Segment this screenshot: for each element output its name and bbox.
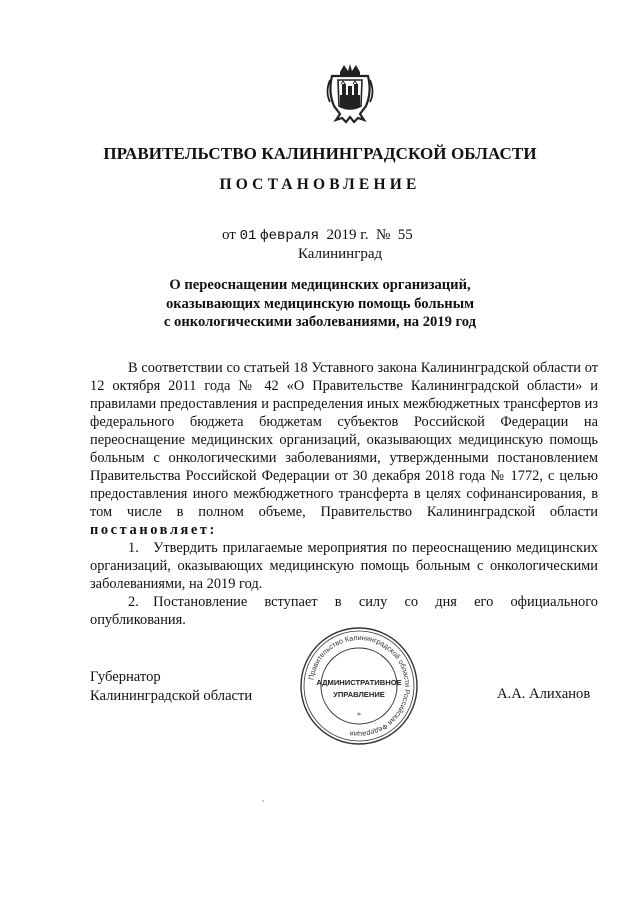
item-1: 1. Утвердить прилагаемые мероприятия по переоснащению медицинских организаций, оказывающих медицинскую помощь больным с онкологическими заболеваниями, на 2019 год. <box>90 540 598 592</box>
subject-line: с онкологическими заболеваниями, на 2019 год <box>163 314 477 330</box>
document-number: 55 <box>397 227 413 243</box>
date-month: февраля <box>260 228 319 244</box>
coat-of-arms-emblem <box>326 62 374 126</box>
date-year: 2019 <box>326 227 357 243</box>
date-year-suffix: г. <box>360 227 369 243</box>
item-2: 2. Постановление вступает в силу со дня его официального опубликования. <box>90 594 598 628</box>
official-seal <box>298 625 420 747</box>
seal-star-icon: * <box>357 711 361 720</box>
position-line-1: Губернатор <box>90 669 161 685</box>
issue-city: Калининград <box>298 246 383 262</box>
signatory-position <box>90 668 252 706</box>
position-line-2: Калининградской области <box>90 688 253 704</box>
subject-line: О переоснащении медицинских организаций, <box>169 277 471 293</box>
seal-center-line-2: УПРАВЛЕНИЕ <box>333 690 385 699</box>
scan-speck <box>262 800 264 802</box>
document-date-line <box>222 227 413 244</box>
document-subject <box>0 276 640 332</box>
preamble-paragraph <box>90 359 598 539</box>
document-type-heading: ПОСТАНОВЛЕНИЕ <box>219 176 421 193</box>
document-body <box>90 359 598 629</box>
preamble-text: В соответствии со статьей 18 Уставного закона Калининградской области от 12 октября 2011 года № 42 «О Правительстве Калининградской области» и правилами предоставления и распределения иных межбюджетных трансфертов из федерального бюджета бюджетам субъектов Российской Федерации на переоснащение медицинских организаций, оказывающих медицинскую помощь больным с онкологическими заболеваниями, утвержденными постановлением Правительства Российской Федерации от 30 декабря 2018 года № 1772, с целью предоставления иного межбюджетного трансферта в целях софинансирования, в том числе в полном объеме, Правительство Калининградской области <box>90 360 598 520</box>
signatory-name: А.А. Алиханов <box>497 686 591 702</box>
date-day: 01 <box>239 228 257 244</box>
resolves-keyword: постановляет: <box>90 522 217 538</box>
seal-center-line-1: АДМИНИСТРАТИВНОЕ <box>316 678 402 687</box>
seal-ring-text: Правительство Калининградской области Российская Федерация <box>306 632 413 740</box>
subject-line: оказывающих медицинскую помощь больным <box>165 295 475 312</box>
number-sign: № <box>375 227 391 243</box>
date-prefix: от <box>222 227 236 243</box>
government-title: ПРАВИТЕЛЬСТВО КАЛИНИНГРАДСКОЙ ОБЛАСТИ <box>103 144 537 163</box>
